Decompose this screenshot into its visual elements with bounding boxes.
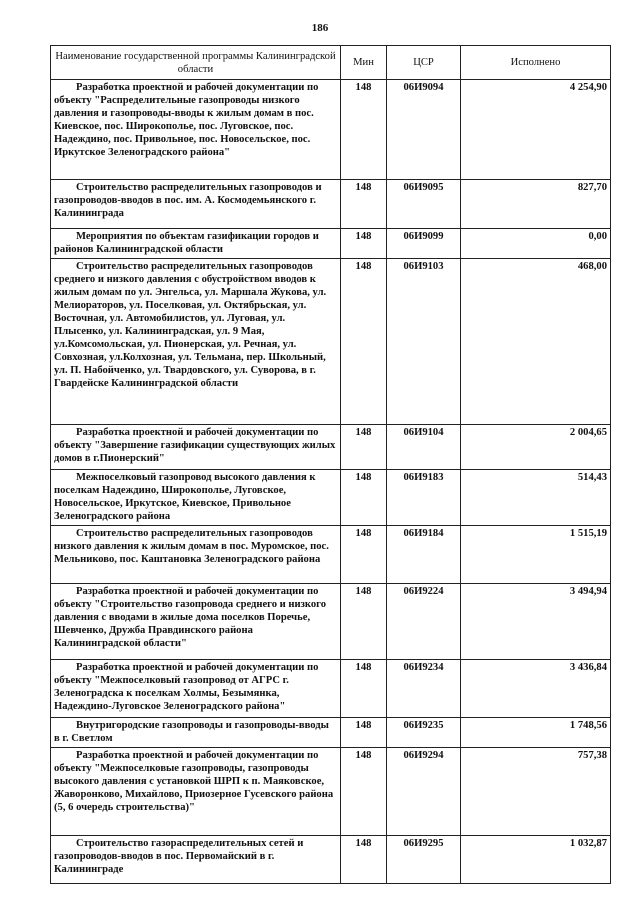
- table-row: [51, 470, 611, 526]
- ministry-cell: 148: [341, 425, 387, 470]
- ministry-cell: 148: [341, 80, 387, 180]
- csr-cell: 06И9234: [387, 660, 461, 718]
- ministry-cell: 148: [341, 748, 387, 836]
- table-row: [51, 425, 611, 470]
- program-name-cell: Межпоселковый газопровод высокого давления к поселкам Надеждино, Широкополье, Луговское, Новосельское, Иркутское, Киевское, Привольное Зеленоградского района: [51, 470, 341, 526]
- executed-cell: 757,38: [461, 748, 611, 836]
- executed-cell: 468,00: [461, 259, 611, 425]
- program-name-cell: Строительство распределительных газопроводов и газопроводов-вводов в пос. им. А. Космодемьянского г. Калининграда: [51, 180, 341, 229]
- ministry-cell: 148: [341, 470, 387, 526]
- program-name-cell: Разработка проектной и рабочей документации по объекту "Межпоселковые газопроводы, газопроводы высокого давления с установкой ШРП к п. Маяковское, Жаворонково, Михайлово, Приозерное Гусевского района (5, 6 очередь строительства)": [51, 748, 341, 836]
- table-row: [51, 180, 611, 229]
- csr-cell: 06И9095: [387, 180, 461, 229]
- program-name-cell: Внутригородские газопроводы и газопроводы-вводы в г. Светлом: [51, 718, 341, 748]
- ministry-cell: 148: [341, 836, 387, 884]
- csr-cell: 06И9094: [387, 80, 461, 180]
- program-name-cell: Строительство распределительных газопроводов среднего и низкого давления с обустройством вводов к жилым домам по ул. Энгельса, ул. Маршала Жукова, ул. Мелиораторов, ул. Поселковая, ул. Октябрьская, ул. Восточная, ул. Автомобилистов, ул. Луговая, ул. Плысенко, ул. Калининградская, ул. 9 Мая, ул.Комсомольская, ул. Пионерская, ул. Речная, ул. Совхозная, ул.Колхозная, ул. Тельмана, пер. Школьный, ул. П. Набойченко, ул. Твардовского, ул. Суворова, в г. Гвардейске Калининградской области: [51, 259, 341, 425]
- table-row: [51, 229, 611, 259]
- executed-cell: 514,43: [461, 470, 611, 526]
- executed-cell: 3 494,94: [461, 584, 611, 660]
- program-name-cell: Разработка проектной и рабочей документации по объекту "Межпоселковый газопровод от АГРС г. Зеленоградска к поселкам Холмы, Безымянка, Надеждино-Луговское Зеленоградского района": [51, 660, 341, 718]
- csr-cell: 06И9224: [387, 584, 461, 660]
- programs-table: [50, 45, 611, 884]
- program-name-cell: Разработка проектной и рабочей документации по объекту "Строительство газопровода среднего и низкого давления с вводами в жилые дома поселков Поречье, Шевченко, Дружба Правдинского района Калининградской области": [51, 584, 341, 660]
- csr-cell: 06И9104: [387, 425, 461, 470]
- csr-cell: 06И9183: [387, 470, 461, 526]
- ministry-cell: 148: [341, 718, 387, 748]
- table-row: [51, 748, 611, 836]
- ministry-cell: 148: [341, 660, 387, 718]
- table-row: [51, 80, 611, 180]
- table-row: [51, 584, 611, 660]
- executed-cell: 827,70: [461, 180, 611, 229]
- program-name-cell: Строительство газораспределительных сетей и газопроводов-вводов в пос. Первомайский в г. Калининграде: [51, 836, 341, 884]
- table-row: [51, 836, 611, 884]
- csr-cell: 06И9294: [387, 748, 461, 836]
- ministry-cell: 148: [341, 584, 387, 660]
- executed-cell: 4 254,90: [461, 80, 611, 180]
- program-name-cell: Разработка проектной и рабочей документации по объекту "Завершение газификации существующих жилых домов в г.Пионерский": [51, 425, 341, 470]
- header-executed: Исполнено: [461, 46, 611, 80]
- executed-cell: 1 515,19: [461, 526, 611, 584]
- table-row: [51, 259, 611, 425]
- ministry-cell: 148: [341, 180, 387, 229]
- program-name-cell: Мероприятия по объектам газификации городов и районов Калининградской области: [51, 229, 341, 259]
- program-name-cell: Строительство распределительных газопроводов низкого давления к жилым домам в пос. Муромское, пос. Мельниково, пос. Каштановка Зеленоградского района: [51, 526, 341, 584]
- executed-cell: 2 004,65: [461, 425, 611, 470]
- header-ministry: Мин: [341, 46, 387, 80]
- table-row: [51, 718, 611, 748]
- header-csr: ЦСР: [387, 46, 461, 80]
- ministry-cell: 148: [341, 259, 387, 425]
- csr-cell: 06И9099: [387, 229, 461, 259]
- header-program-name: Наименование государственной программы Калининградской области: [51, 46, 341, 80]
- csr-cell: 06И9235: [387, 718, 461, 748]
- ministry-cell: 148: [341, 229, 387, 259]
- executed-cell: 0,00: [461, 229, 611, 259]
- ministry-cell: 148: [341, 526, 387, 584]
- csr-cell: 06И9295: [387, 836, 461, 884]
- table-row: [51, 526, 611, 584]
- executed-cell: 3 436,84: [461, 660, 611, 718]
- executed-cell: 1 748,56: [461, 718, 611, 748]
- program-name-cell: Разработка проектной и рабочей документации по объекту "Распределительные газопроводы низкого давления и газопроводы-вводы к жилым домам в пос. Киевское, пос. Широкополье, пос. Луговское, пос. Надеждино, пос. Привольное, пос. Новосельское, пос. Иркутское Зеленоградского района": [51, 80, 341, 180]
- csr-cell: 06И9184: [387, 526, 461, 584]
- table-row: [51, 660, 611, 718]
- executed-cell: 1 032,87: [461, 836, 611, 884]
- page-number: 186: [311, 22, 329, 34]
- csr-cell: 06И9103: [387, 259, 461, 425]
- table-header-row: [51, 46, 611, 80]
